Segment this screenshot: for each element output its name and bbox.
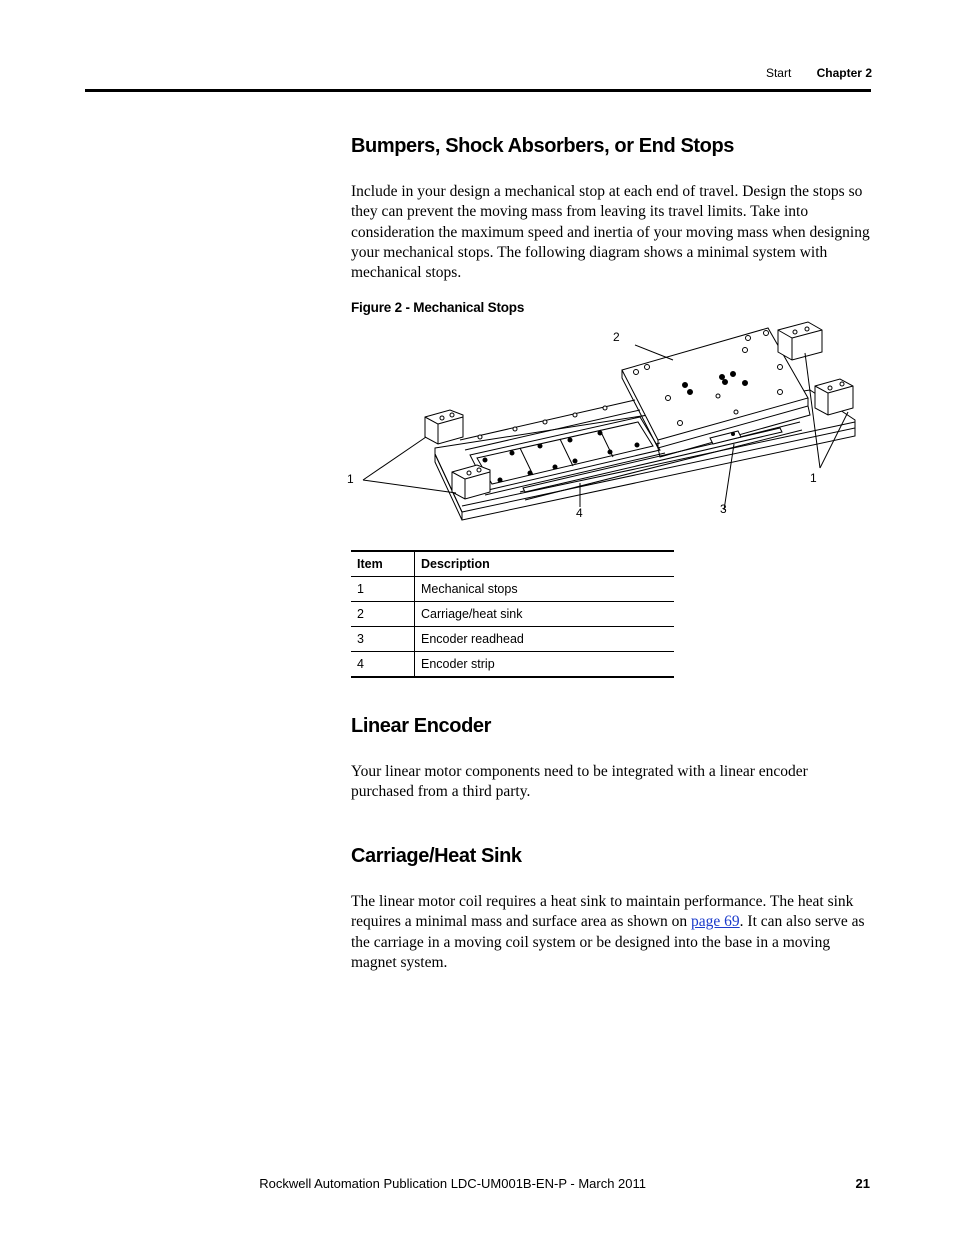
item-number: 1 bbox=[351, 577, 415, 602]
running-header bbox=[766, 66, 872, 80]
items-table bbox=[351, 550, 674, 678]
callout-1-right: 1 bbox=[810, 471, 817, 485]
callout-2: 2 bbox=[613, 330, 620, 344]
bumpers-section bbox=[351, 135, 871, 283]
item-description: Carriage/heat sink bbox=[415, 602, 675, 627]
item-number: 3 bbox=[351, 627, 415, 652]
header-section: Start bbox=[765, 66, 792, 80]
item-number: 4 bbox=[351, 652, 415, 678]
end-stop-left-front bbox=[452, 465, 490, 499]
encoder-section bbox=[351, 715, 871, 803]
header-chapter: Chapter 2 bbox=[816, 66, 872, 80]
encoder-body: Your linear motor components need to be integrated with a linear encoder purchased from a third party. bbox=[351, 763, 808, 801]
item-description: Mechanical stops bbox=[415, 577, 675, 602]
mechanical-stops-figure bbox=[340, 320, 870, 530]
carriage-body-text: The linear motor coil requires a heat sink to maintain performance. The heat sink requires a minimal mass and surface area as shown on bbox=[351, 893, 854, 931]
callout-1-left: 1 bbox=[347, 472, 354, 486]
end-stop-right-back bbox=[778, 322, 822, 360]
item-description: Encoder readhead bbox=[415, 627, 675, 652]
encoder-heading: Linear Encoder bbox=[351, 715, 491, 737]
table-row bbox=[351, 602, 674, 627]
table-header-row bbox=[351, 551, 674, 577]
page-69-link[interactable]: page 69 bbox=[691, 913, 740, 931]
end-stop-left-back bbox=[425, 410, 463, 444]
column-header-item: Item bbox=[351, 551, 415, 577]
carriage-body-text-end: . It can also serve as the carriage in a moving coil system or be designed into the base in a moving magnet system. bbox=[351, 913, 865, 971]
footer-page-number: 21 bbox=[855, 1176, 870, 1191]
figure-caption: Figure 2 - Mechanical Stops bbox=[351, 300, 525, 315]
carriage-body bbox=[351, 892, 871, 973]
end-stop-right-front bbox=[815, 379, 853, 415]
footer-publication: Rockwell Automation Publication LDC-UM001B-EN-P - March 2011 bbox=[259, 1176, 646, 1191]
carriage-section bbox=[351, 845, 871, 973]
carriage-heading: Carriage/Heat Sink bbox=[351, 845, 522, 867]
item-description: Encoder strip bbox=[415, 652, 675, 678]
header-rule bbox=[85, 89, 871, 92]
bumpers-body: Include in your design a mechanical stop at each end of travel. Design the stops so they can prevent the moving mass from leaving its travel limits. Take into consideration the maximum speed and inertia of your moving mass when designing your mechanical stops. The following diagram shows a minimal system with mechanical stops. bbox=[351, 183, 870, 282]
column-header-description: Description bbox=[415, 551, 675, 577]
table-row bbox=[351, 627, 674, 652]
callout-4: 4 bbox=[576, 506, 583, 520]
table-row bbox=[351, 652, 674, 678]
table-row bbox=[351, 577, 674, 602]
bumpers-heading: Bumpers, Shock Absorbers, or End Stops bbox=[351, 135, 735, 157]
item-number: 2 bbox=[351, 602, 415, 627]
callout-3: 3 bbox=[720, 502, 727, 516]
